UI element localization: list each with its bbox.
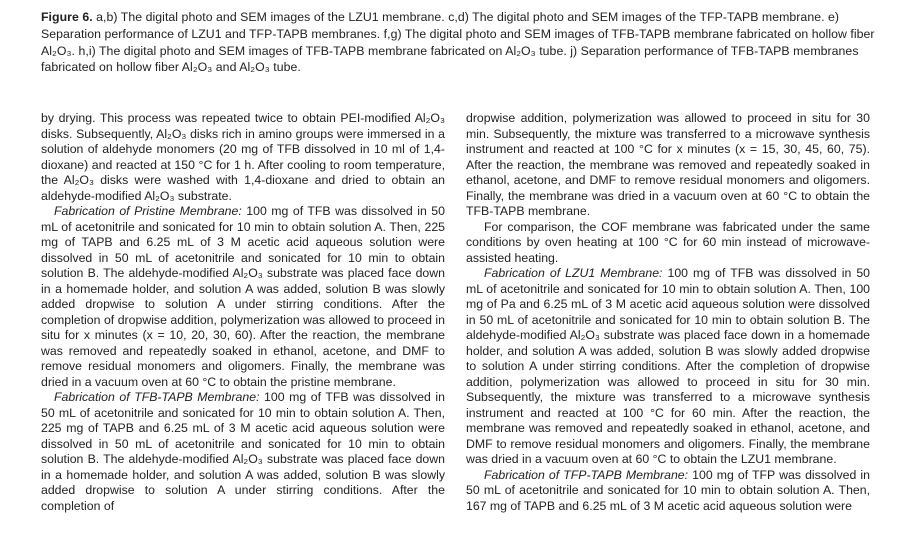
paragraph: dropwise addition, polymerization was allowed to proceed in situ for 30 min. Subsequently, the mixture was transferred to a microwave synthesis instrument and reacted at 100 °C for x minutes (x = 15, 30, 45, 60, 75). After the reaction, the membrane was removed and repeatedly soaked in ethanol, acetone, and DMF to remove residual monomers and oligomers. Finally, the membrane was dried in a vacuum oven at 60 °C to obtain the TFB-TAPB membrane. [466, 111, 870, 218]
figure-caption-text: a,b) The digital photo and SEM images of the LZU1 membrane. c,d) The digital photo and SEM images of the TFP-TAPB membrane. e) Separation performance of LZU1 and TFP-TAPB membranes. f,g) The digital photo and SEM images of TFB-TAPB membrane fabricated on hollow fiber Al₂O₃. h,i) The digital photo and SEM images of TFB-TAPB membrane fabricated on Al₂O₃ tube. j) Separation performance of TFB-TAPB membranes fabricated on hollow fiber Al₂O₃ and Al₂O₃ tube. [41, 10, 875, 75]
figure-caption [41, 9, 876, 76]
paragraph-body: 100 mg of TFB was dissolved in 50 mL of acetonitrile and sonicated for 10 min to obtain solution A. Then, 225 mg of TAPB and 6.25 mL of 3 M acetic acid aqueous solution were dissolved in 50 mL of acetonitrile and sonicated for 10 min to obtain solution B. The aldehyde-modified Al₂O₃ substrate was placed face down in a homemade holder, and solution A was added, solution B was slowly added dropwise to solution A under stirring conditions. After the completion of [41, 390, 445, 513]
right-text-column [466, 111, 870, 514]
paragraph [466, 266, 870, 468]
paragraph: by drying. This process was repeated twice to obtain PEI-modified Al₂O₃ disks. Subsequently, Al₂O₃ disks rich in amino groups were immersed in a solution of aldehyde monomers (20 mg of TFB dissolved in 10 ml of 1,4-dioxane) and reacted at 150 °C for 1 h. After cooling to room temperature, the Al₂O₃ disks were washed with 1,4-dioxane and dried to obtain an aldehyde-modified Al₂O₃ substrate. [41, 111, 445, 203]
figure-label: Figure 6. [41, 10, 93, 24]
paragraph [466, 468, 870, 515]
left-text-column [41, 111, 445, 514]
paragraph [41, 390, 445, 514]
paragraph-body: 100 mg of TFP was dissolved in 50 mL of acetonitrile and sonicated for 10 min to obtain solution A. Then, 167 mg of TAPB and 6.25 mL of 3 M acetic acid aqueous solution were [466, 467, 870, 513]
section-heading: Fabrication of LZU1 Membrane: [484, 266, 663, 280]
section-heading: Fabrication of Pristine Membrane: [54, 204, 242, 218]
paragraph-body: 100 mg of TFB was dissolved in 50 mL of acetonitrile and sonicated for 10 min to obtain solution A. Then, 225 mg of TAPB and 6.25 mL of 3 M acetic acid aqueous solution were dissolved in 50 mL of acetonitrile and sonicated for 10 min to obtain solution B. The aldehyde-modified Al₂O₃ substrate was placed face down in a homemade holder, and solution A was added, solution B was slowly added dropwise to solution A under stirring conditions. After the completion of dropwise addition, polymerization was allowed to proceed in situ for x minutes (x = 10, 20, 30, 60). After the reaction, the membrane was removed and repeatedly soaked in ethanol, acetone, and DMF to remove residual monomers and oligomers. Finally, the membrane was dried in a vacuum oven at 60 °C to obtain the pristine membrane. [41, 204, 445, 389]
section-heading: Fabrication of TFB-TAPB Membrane: [54, 390, 260, 404]
section-heading: Fabrication of TFP-TAPB Membrane: [484, 467, 689, 482]
paragraph: For comparison, the COF membrane was fabricated under the same conditions by oven heating at 100 °C for 60 min instead of microwave-assisted heating. [466, 219, 870, 265]
paragraph-body: 100 mg of TFB was dissolved in 50 mL of acetonitrile and sonicated for 10 min to obtain solution A. Then, 100 mg of Pa and 6.25 mL of 3 M acetic acid aqueous solution were dissolved in 50 mL of acetonitrile and sonicated for 10 min to obtain solution B. The aldehyde-modified Al₂O₃ substrate was placed face down in a homemade holder, and solution A was added, solution B was slowly added dropwise to solution A under stirring conditions. After the completion of dropwise addition, polymerization was allowed to proceed in situ for 30 min. Subsequently, the mixture was transferred to a microwave synthesis instrument and reacted at 100 °C for 60 min. After the reaction, the membrane was removed and repeatedly soaked in ethanol, acetone, and DMF to remove residual monomers and oligomers. Finally, the membrane was dried in a vacuum oven at 60 °C to obtain the LZU1 membrane. [466, 266, 870, 466]
paragraph [41, 204, 445, 390]
